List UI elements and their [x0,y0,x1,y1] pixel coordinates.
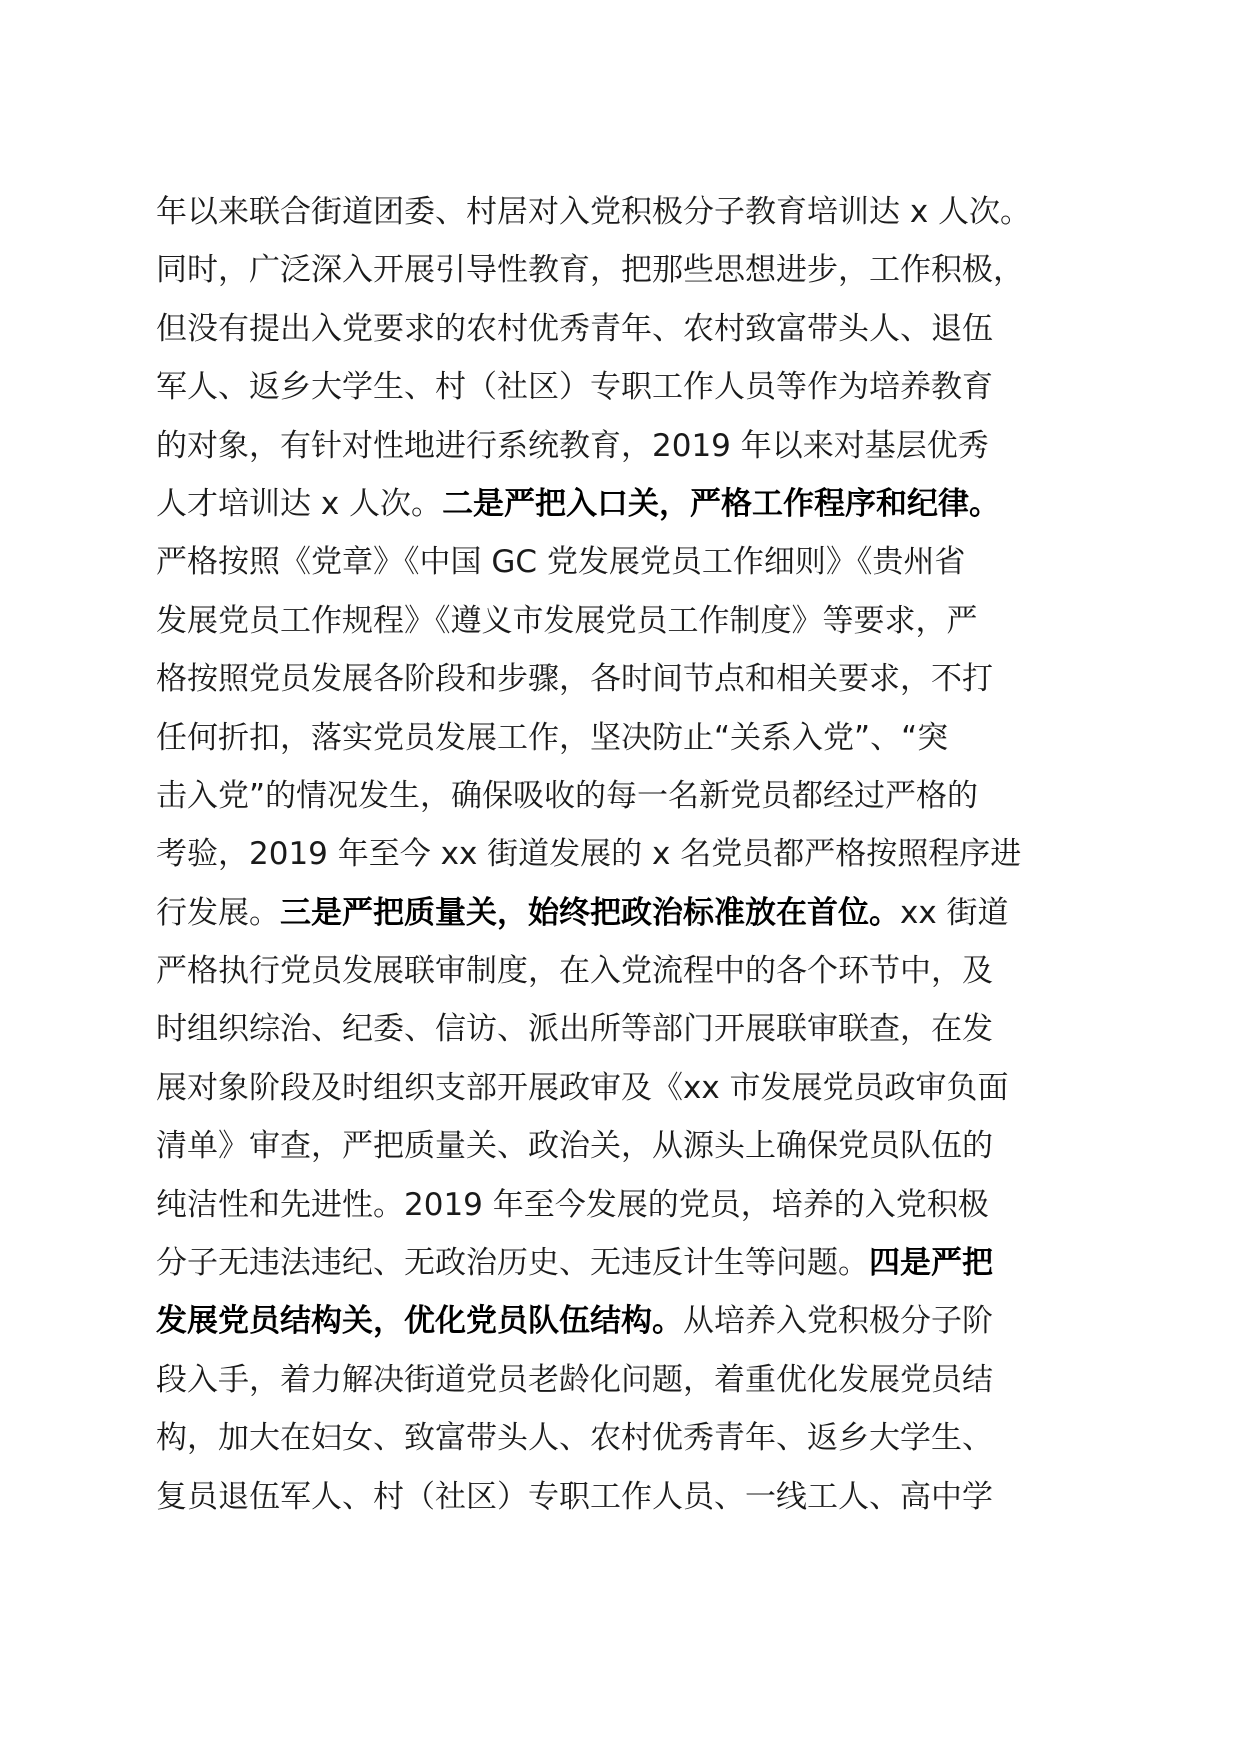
text-line [156,767,1086,825]
body-text-segment: 时组织综治、纪委、信访、派出所等部门开展联审联查，在发 [156,1011,993,1048]
text-line [156,942,1086,1000]
text-line [156,1117,1086,1175]
text-line [156,1292,1086,1350]
body-text-segment: 构，加大在妇女、致富带头人、农村优秀青年、返乡大学生、 [156,1420,993,1457]
body-text-segment: 格按照党员发展各阶段和步骤，各时间节点和相关要求，不打 [156,661,993,698]
text-line [156,884,1086,942]
body-text-segment: 清单》审查，严把质量关、政治关，从源头上确保党员队伍的 [156,1128,993,1165]
text-line [156,1409,1086,1467]
body-text-segment: 但没有提出入党要求的农村优秀青年、农村致富带头人、退伍 [156,310,993,347]
text-line [156,241,1086,299]
body-text-segment: 年以来联合街道团委、村居对入党积极分子教育培训达 x 人次。 [156,194,1032,230]
body-text-segment: 的对象，有针对性地进行系统教育，2019 年以来对基层优秀 [156,427,989,464]
body-text-segment: 同时，广泛深入开展引导性教育，把那些思想进步，工作积极， [156,252,1024,289]
text-line [156,825,1086,883]
body-text-segment: 人才培训达 x 人次。 [156,485,443,522]
body-text-segment: 军人、返乡大学生、村（社区）专职工作人员等作为培养教育 [156,369,993,406]
body-text-segment: 严格执行党员发展联审制度，在入党流程中的各个环节中，及 [156,953,993,990]
body-text-segment: 分子无违法违纪、无政治历史、无违反计生等问题。 [156,1245,869,1282]
body-text-segment: 段入手，着力解决街道党员老龄化问题，着重优化发展党员结 [156,1361,993,1398]
body-text-segment: 展对象阶段及时组织支部开展政审及《xx 市发展党员政审负面 [156,1069,1009,1106]
body-text-segment: 考验，2019 年至今 xx 街道发展的 x 名党员都严格按照程序进 [156,836,1022,873]
bold-heading-text: 四是严把 [869,1245,993,1282]
body-text-segment: 行发展。 [156,894,280,931]
text-line [156,1234,1086,1292]
body-text-segment: 严格按照《党章》《中国 GC 党发展党员工作细则》《贵州省 [156,544,966,581]
text-line [156,475,1086,533]
body-text-segment: 从培养入党积极分子阶 [683,1303,993,1340]
bold-heading-text: 三是严把质量关，始终把政治标准放在首位。 [280,894,900,931]
text-line [156,533,1086,591]
body-text [156,183,1086,1526]
text-line [156,183,1086,241]
body-text-segment: 任何折扣，落实党员发展工作，坚决防止“关系入党”、“突 [156,719,949,756]
body-text-segment: 发展党员工作规程》《遵义市发展党员工作制度》等要求，严 [156,602,978,639]
text-line [156,300,1086,358]
text-line [156,1000,1086,1058]
body-text-segment: 击入党”的情况发生，确保吸收的每一名新党员都经过严格的 [156,777,979,814]
body-text-segment: xx 街道 [900,894,1009,931]
text-line [156,417,1086,475]
text-line [156,650,1086,708]
text-line [156,1059,1086,1117]
body-text-segment: 纯洁性和先进性。2019 年至今发展的党员，培养的入党积极 [156,1186,989,1223]
text-line [156,709,1086,767]
text-line [156,1468,1086,1526]
body-text-segment: 复员退伍军人、村（社区）专职工作人员、一线工人、高中学 [156,1478,993,1515]
bold-heading-text: 发展党员结构关，优化党员队伍结构。 [156,1303,683,1340]
text-line [156,1176,1086,1234]
text-line [156,358,1086,416]
text-line [156,1351,1086,1409]
text-line [156,592,1086,650]
bold-heading-text: 二是严把入口关，严格工作程序和纪律。 [442,485,1001,522]
